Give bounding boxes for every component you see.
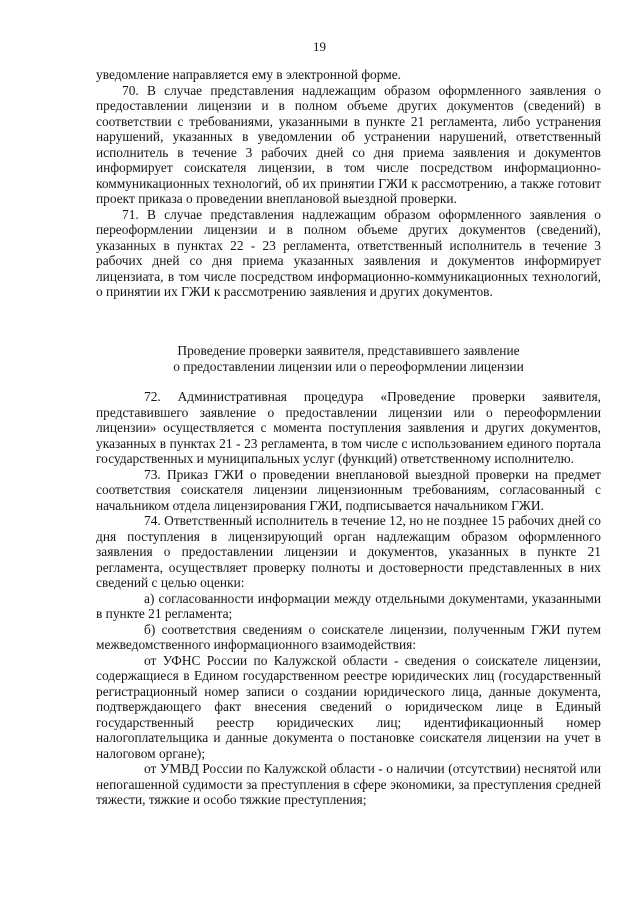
paragraph-74-b-umvd: от УМВД России по Калужской области - о наличии (отсутствии) неснятой или непогашенной судимости за преступления в сфере экономики, за преступления средней тяжести, тяжкие и особо тяжкие преступления;: [96, 761, 601, 807]
paragraph-73: 73. Приказ ГЖИ о проведении внеплановой выездной проверки на предмет соответствия соискателя лицензии лицензионным требованиям, согласованный с начальником отдела лицензирования ГЖИ, подписывается начальником ГЖИ.: [96, 466, 601, 513]
paragraph-70: 70. В случае представления надлежащим образом оформленного заявления о предоставлении лицензии и в полном объеме других документов (сведений) в соответствии с требованиями, указанными в пункте 21 регламента, либо устранения нарушений, указанных в уведомлении об устранении нарушений, ответственный исполнитель в течение 3 рабочих дней со дня приема заявления и документов информирует соискателя лицензии, в том числе посредством информационно-коммуникационных технологий, об их принятии ГЖИ к рассмотрению, а также готовит проект приказа о проведении внеплановой выездной проверки.: [96, 82, 601, 206]
paragraph-intro: уведомление направляется ему в электронной форме.: [96, 67, 401, 82]
page-number: 19: [313, 39, 326, 54]
text-block-lower: [96, 389, 601, 808]
text-block-upper: [96, 67, 601, 300]
paragraph-74-a: а) согласованности информации между отдельными документами, указанными в пункте 21 регламента;: [96, 590, 601, 621]
paragraph-71: 71. В случае представления надлежащим образом оформленного заявления о переоформлении лицензии и в полном объеме других документов (сведений), указанных в пунктах 22 - 23 регламента, ответственный исполнитель в течение 3 рабочих дней со дня приема указанных заявления и документов информирует лицензиата, в том числе посредством информационно-коммуникационных технологий, о принятии их ГЖИ к рассмотрению заявления и других документов.: [96, 206, 601, 299]
paragraph-74-b: б) соответствия сведениям о соискателе лицензии, полученным ГЖИ путем межведомственного информационного взаимодействия:: [96, 621, 601, 652]
paragraph-74: 74. Ответственный исполнитель в течение 12, но не позднее 15 рабочих дней со дня поступления в лицензирующий орган надлежащим образом оформленного заявления о предоставлении лицензии и документов, указанных в пункте 21 регламента, осуществляет проверку полноты и достоверности представленных в них сведений с целью оценки:: [96, 513, 601, 590]
section-heading-line-1: Проведение проверки заявителя, представившего заявление: [177, 343, 520, 358]
section-heading: [96, 343, 601, 375]
section-heading-line-2: о предоставлении лицензии или о переоформлении лицензии: [173, 359, 524, 374]
paragraph-74-b-ufns: от УФНС России по Калужской области - сведения о соискателе лицензии, содержащиеся в Едином государственном реестре юридических лиц (государственный регистрационный номер записи о создании юридического лица, данные документа, подтверждающего факт внесения сведений о юридическом лице в Единый государственный реестр юридических лиц; идентификационный номер налогоплательщика и данные документа о постановке соискателя лицензии на учет в налоговом органе);: [96, 652, 601, 761]
paragraph-72: 72. Административная процедура «Проведение проверки заявителя, представившего заявление о предоставлении лицензии или о переоформлении лицензии» осуществляется с момента поступления заявления и других документов, указанных в пунктах 21 - 23 регламента, в том числе с использованием единого портала государственных и муниципальных услуг (функций) ответственному исполнителю.: [96, 389, 601, 466]
